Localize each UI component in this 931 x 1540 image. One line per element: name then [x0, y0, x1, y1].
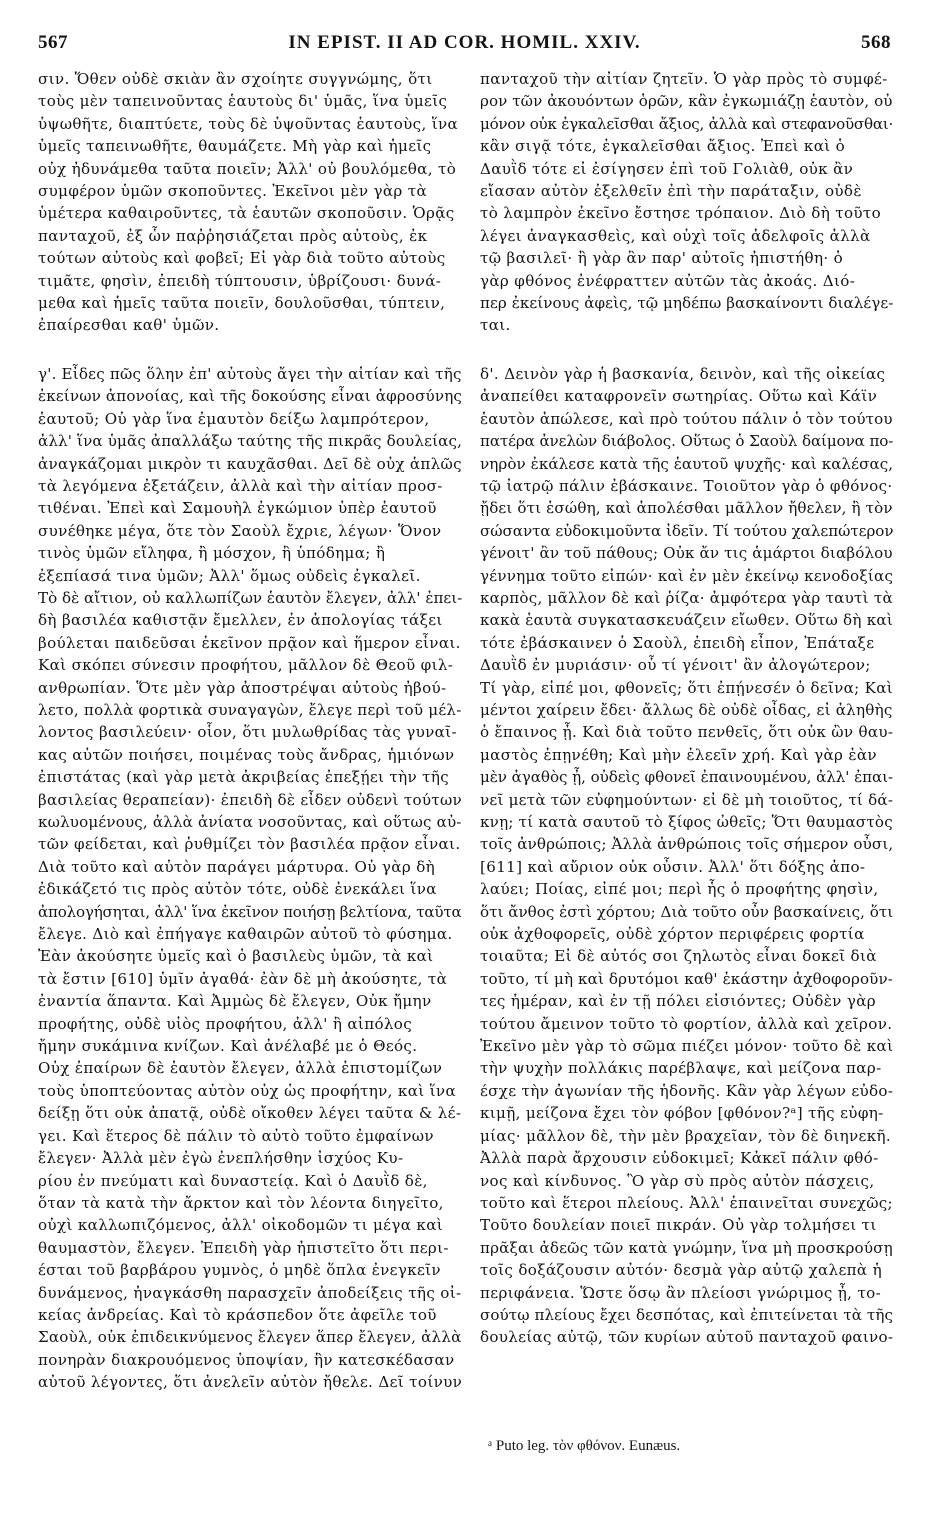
text-line: ἔλεγεν· Ἀλλὰ μὲν ἐγὼ ἐνεπλήσθην ἰσχύος Κυ- — [38, 1149, 404, 1168]
text-line: κακὰ ἑαυτὰ συγκατασκευάζειν εἴωθεν. Οὕτω δὴ καὶ — [480, 611, 893, 630]
running-header — [38, 32, 891, 62]
text-line: ἐπιστάτας (καὶ γὰρ μετὰ ἀκριβείας ἐπεξῄει τὴν τῆς — [38, 768, 450, 787]
text-line: ὑψωθῆτε, διαπτύετε, τοὺς δὲ ὑψοῦντας ἑαυτοὺς, ἵνα — [38, 114, 459, 133]
text-line: κἂν σιγᾷ τότε, ἐγκαλεῖσθαι ἄξιος. Ἐπεὶ καὶ ὁ — [480, 137, 846, 156]
text-line: περιφάνεια. Ὥστε ὅσῳ ἂν πλείοσι γνώριμος ᾖ, το- — [480, 1283, 882, 1302]
text-line: γει. Καὶ ἕτερος δὲ πάλιν τὸ αὐτὸ τοῦτο ἐμφαίνων — [38, 1126, 434, 1145]
text-line: ᾔδει ὅτι ἐσώθη, καὶ ἀπολέσθαι μᾶλλον ἤθελεν, ἢ τὸν — [480, 499, 893, 518]
text-line: ἀναπείθει καταφρονεῖν σωτηρίας. Οὕτω καὶ Κάϊν — [480, 387, 878, 406]
text-line: μίας· μᾶλλον δὲ, τὴν μὲν βραχεῖαν, τὸν δὲ διηνεκῆ. — [480, 1126, 892, 1145]
text-line: ται. — [480, 316, 511, 335]
text-line: Δαυῒδ ἐν μυριάσιν· οὗ τί γένοιτ' ἂν ἀλογώτερον; — [480, 656, 871, 675]
text-line: σιν. Ὅθεν οὐδὲ σκιὰν ἂν σχοίητε συγγνώμης, ὅτι — [38, 70, 433, 88]
text-line: εἴασαν αὐτὸν ἐξελθεῖν ἐπὶ τὴν παράταξιν, οὐδὲ — [480, 182, 862, 201]
text-line: τιμᾶτε, φησὶν, ἐπειδὴ τύπτουσιν, ὑβρίζουσι· δυνά- — [38, 271, 442, 290]
text-line: ἀναγκάζομαι μικρὸν τι καυχᾶσθαι. Δεῖ δὲ οὐχ ἁπλῶς — [38, 454, 462, 473]
text-line: τὰ λεγόμενα ἐξετάζειν, ἀλλὰ καὶ τὴν αἰτίαν προσ- — [38, 476, 443, 495]
left-paragraph-2 — [38, 363, 462, 1394]
text-line: μέντοι χαίρειν ἔδει· ἄλλως δὲ οὐδὲ οἶδας, εἰ ἀληθὴς — [480, 700, 893, 719]
text-line: ἔλεγε. Διὸ καὶ ἐπήγαγε καθαιρῶν αὐτοῦ τὸ φύσημα. — [38, 925, 453, 944]
text-line: Διὰ τοῦτο καὶ αὐτὸν παράγει μάρτυρα. Οὐ γὰρ δὴ — [38, 857, 436, 876]
text-line: αὐτοῦ λέγοντες, ὅτι ἀνελεῖν αὐτὸν ἤθελε. Δεῖ τοίνυν — [38, 1373, 463, 1392]
text-line: γ'. Εἶδες πῶς ὅλην ἐπ' αὐτοὺς ἄγει τὴν αἰτίαν καὶ τῆς — [38, 364, 462, 383]
text-line: νος καὶ κίνδυνος. Ὃ γὰρ σὺ πρὸς αὐτὸν πάσχεις, — [480, 1171, 875, 1190]
text-line: ἀλλ' ἵνα ὑμᾶς ἀπαλλάξω ταύτης τῆς πικρᾶς δουλείας, — [38, 432, 463, 451]
text-line: τοιαῦτα; Εἰ δὲ αὐτός σοι ζηλωτὸς εἶναι δοκεῖ διὰ — [480, 947, 877, 966]
text-line: ὑμέτερα καθαιροῦντες, τὰ ἑαυτῶν σκοποῦσιν. Ὁρᾷς — [38, 204, 455, 223]
text-line: προφήτης, οὐδὲ υἱὸς προφήτου, ἀλλ' ἢ αἰπόλος — [38, 1014, 413, 1033]
text-line: Ἐκεῖνο μὲν γὰρ τὸ σῶμα πιέζει μόνον· τοῦτο δὲ καὶ — [480, 1037, 894, 1056]
text-line: τοῖς ἀνθρώποις; Ἀλλὰ ἀνθρώποις τοῖς σήμερον οὖσι, — [480, 835, 894, 854]
right-paragraph-2 — [480, 363, 893, 1349]
text-line: πονηρὰν διακρουόμενος ὑποψίαν, ἣν κατεσκέδασαν — [38, 1350, 455, 1369]
text-line: τούτων αὐτοὺς καὶ φοβεῖ; Εἰ γὰρ διὰ τοῦτο αὐτοὺς — [38, 249, 446, 268]
text-line: νεῖ μετὰ τῶν εὐφημούντων· εἰ δὲ μὴ τοιοῦτος, τί δά- — [480, 790, 894, 809]
text-line: Σαοὺλ, οὐκ ἐπιδεικνύμενος ἔλεγεν ἅπερ ἔλεγεν, ἀλλὰ — [38, 1328, 462, 1347]
text-line: μαστὸς ἐπῃνέθη; Καὶ μὴν ἐλεεῖν χρή. Καὶ γὰρ ἐὰν — [480, 745, 877, 764]
text-line: Τοῦτο δουλείαν ποιεῖ πικράν. Οὐ γὰρ τολμήσει τι — [480, 1216, 877, 1235]
text-line: τῶν φείδεται, καὶ ῥυθμίζει τὸν βασιλέα πρᾷον εἶναι. — [38, 835, 461, 854]
text-line: έσχε τὴν ἀγωνίαν τῆς ἡδονῆς. Κἂν γὰρ λέγων εὐδο- — [480, 1081, 894, 1100]
text-line: τὰ ἔστιν [610] ὑμῖν ἀγαθά· ἐὰν δὲ μὴ ἀκούσητε, τὰ — [38, 969, 448, 988]
text-line: λοντος βασιλεύειν· οἷον, ὅτι μυλωθρίδας τὰς γυναῖ- — [38, 723, 457, 742]
text-line: πανταχοῦ, ἐξ ὧν παῤῥησιάζεται πρὸς αὐτοὺς, ἐκ — [38, 226, 428, 245]
text-line: τες ἡμέραν, καὶ ἐν τῇ πόλει εἰσιόντες; Οὐδὲν γὰρ — [480, 992, 876, 1011]
text-line: Οὐχ ἐπαίρων δὲ ἑαυτὸν ἔλεγεν, ἀλλὰ ἐπιστομίζων — [38, 1059, 443, 1078]
page-number-left: 567 — [38, 32, 68, 53]
left-paragraph-1 — [38, 68, 462, 337]
text-line: ἐπαίρεσθαι καθ' ὑμῶν. — [38, 316, 220, 335]
text-line: δυνάμενος, ἠναγκάσθη παρασχεῖν ἀποδείξεις τῆς οἰ- — [38, 1283, 462, 1302]
text-line: περ ἐκείνους ἀφεὶς, τῷ μηδέπω βασκαίνοντι διαλέγε- — [480, 294, 894, 313]
text-line: Τὸ δὲ αἴτιον, οὐ καλλωπίζων ἑαυτὸν ἔλεγεν, ἀλλ' ἐπει- — [38, 588, 463, 607]
text-line: νηρὸν ἐκάλεσε κατὰ τῆς ἑαυτοῦ ψυχῆς· καὶ καλέσας, — [480, 454, 894, 473]
text-line: τούτου ἄμεινον τοῦτο τὸ φορτίον, ἀλλὰ καὶ χεῖρον. — [480, 1014, 893, 1033]
text-line: λαύει; Ποίας, εἰπέ μοι; περὶ ἧς ὁ προφήτης φησὶν, — [480, 880, 879, 899]
text-line: πατέρα ἀνελὼν διάβολος. Οὕτως ὁ Σαοὺλ δαίμονα πο- — [480, 432, 894, 451]
text-line: κας αὐτῶν ποιήσει, ποιμένας τοὺς ἄνδρας, ἡμιόνων — [38, 745, 455, 764]
text-line: λέγει ἀναγκασθεὶς, καὶ οὐχὶ τοῖς ἀδελφοῖς ἀλλὰ — [480, 226, 871, 245]
text-line: σώσαντα εὐδοκιμοῦντα ἰδεῖν. Τί τούτου χαλεπώτερον — [480, 521, 894, 540]
text-line: έσται τοῦ βαρβάρου γυμνὸς, ὁ μηδὲ ὅπλα ἐνεγκεῖν — [38, 1261, 441, 1280]
text-line: ἤμην συκάμινα κνίζων. Καὶ ἀνέλαβέ με ὁ Θεός. — [38, 1037, 418, 1056]
text-line: ρον τῶν ἀκουόντων ὁρῶν, κἂν ἐγκωμιάζῃ ἑαυτὸν, οὐ — [480, 92, 893, 111]
text-line: ὑμεῖς ταπεινωθῆτε, θαυμάζετε. Μὴ γὰρ καὶ ἡμεῖς — [38, 137, 432, 156]
text-line: κιμῇ, μείζονα ἔχει τὸν φόβον [φθόνον?ᵃ] τῆς εὐφη- — [480, 1104, 884, 1123]
text-line: ἑαυτοῦ; Οὐ γὰρ ἵνα ἐμαυτὸν δείξω λαμπρότερον, — [38, 409, 430, 428]
text-line: τιθέναι. Ἐπεὶ καὶ Σαμουὴλ ἐγκώμιον ὑπὲρ ἑαυτοῦ — [38, 499, 437, 518]
text-line: ὅτι ἄνθος ἐστὶ χόρτου; Διὰ τοῦτο οὖν βασκαίνεις, ὅτι — [480, 902, 894, 921]
text-line: οὐχ ἠδυνάμεθα ταῦτα ποιεῖν; Ἀλλ' οὐ βουλόμεθα, τὸ — [38, 159, 457, 178]
text-line: θαυμαστὸν, ἔλεγεν. Ἐπειδὴ γὰρ ἠπιστεῖτο ὅτι περι- — [38, 1238, 449, 1257]
text-line: ὅταν τὰ κατὰ τὴν ἄρκτον καὶ τὸν λέοντα διηγεῖτο, — [38, 1193, 444, 1212]
text-line: οὐκ ἀχθοφορεῖς, οὐδὲ χόρτον περιφέρεις φορτία — [480, 925, 865, 944]
text-line: κείας ἀνδρείας. Καὶ τὸ κράσπεδον ὅτε ἀφεῖλε τοῦ — [38, 1305, 437, 1324]
text-line: τοὺς μὲν ταπεινοῦντας ἑαυτοὺς δι' ὑμᾶς, ἵνα ὑμεῖς — [38, 92, 448, 111]
left-column — [38, 68, 462, 1394]
text-line: [611] καὶ αὔριον οὐκ οὖσιν. Ἀλλ' ὅτι δόξης ἀπο- — [480, 857, 866, 876]
text-line: μόνον οὐκ ἐγκαλεῖσθαι ἄξιος, ἀλλὰ καὶ στεφανοῦσθαι· — [480, 114, 894, 133]
text-line: τοῦτο, τί μὴ καὶ δρυτόμοι καθ' ἑκάστην ἀχθοφοροῦν- — [480, 969, 894, 988]
text-line: γέννημα τοῦτο εἰπών· καὶ ἐν μὲν ἐκείνῳ κενοδοξίας — [480, 566, 894, 585]
text-line: συμφέρον ὑμῶν σκοποῦντες. Ἐκεῖνοι μὲν γὰρ τὰ — [38, 182, 428, 201]
text-line: τῷ ἰατρῷ πάλιν ἐβάσκαινε. Τοιοῦτον γὰρ ὁ φθόνος· — [480, 476, 893, 495]
right-column — [480, 68, 893, 1349]
text-line: δ'. Δεινὸν γὰρ ἡ βασκανία, δεινὸν, καὶ τῆς οἰκείας — [480, 364, 886, 383]
text-line: ανθρωπίαν. Ὅτε μὲν γὰρ ἀποστρέψαι αὐτοὺς ἠβού- — [38, 678, 447, 697]
text-line: ἀπολογήσηται, ἀλλ' ἵνα ἐκεῖνον ποιήσῃ βελτίονα, ταῦτα — [38, 902, 462, 921]
text-line: τὴν ψυχὴν πολλάκις παρέβλαψε, καὶ μείζονα παρ- — [480, 1059, 882, 1078]
text-line: βασιλείας θεραπείαν)· ἐπειδὴ δὲ εἶδεν οὐδενὶ τούτων — [38, 790, 463, 809]
text-line: τοῖς δοξάζουσιν αὐτόν· δεσμὰ γὰρ αὐτῷ χαλεπὰ ἡ — [480, 1261, 882, 1280]
text-line: ἐναντία ἅπαντα. Καὶ Ἀμμὼς δὲ ἔλεγεν, Οὐκ ἤμην — [38, 992, 432, 1011]
text-line: ὁ ἔπαινος ᾖ. Καὶ διὰ τοῦτο πενθεῖς, ὅτι οὐκ ὢν θαυ- — [480, 723, 894, 742]
text-line: λετο, πολλὰ φορτικὰ συναγαγὼν, ἔλεγε περὶ τοῦ μέλ- — [38, 700, 462, 719]
right-paragraph-1 — [480, 68, 893, 337]
text-line: ἑαυτὸν ἀπώλεσε, καὶ πρὸ τούτου πάλιν ὁ τὸν τούτου — [480, 409, 893, 428]
text-line: κωλυομένους, ἀλλὰ ἀνίατα νοσοῦντας, καὶ οὕτως αὐ- — [38, 813, 462, 831]
text-line: συνέθηκε μέγα, ὅτε τὸν Σαοὺλ ἔχριε, λέγων· Ὅνον — [38, 521, 442, 540]
text-line: τότε ἐβάσκαινεν ὁ Σαοὺλ, ἐπειδὴ εἶπον, Ἐπάταξε — [480, 633, 875, 652]
text-line: τοὺς ὑποπτεύοντας αὐτὸν οὐχ ὡς προφήτην, καὶ ἵνα — [38, 1081, 456, 1100]
text-line: τῷ βασιλεῖ· ἢ γὰρ ἂν παρ' αὐτοῖς ἠπιστήθη· ὁ — [480, 249, 844, 268]
text-line: γένοιτ' ἂν τοῦ πάθους; Οὐκ ἄν τις ἁμάρτοι διαβόλου — [480, 544, 893, 563]
page-number-right: 568 — [861, 32, 891, 53]
text-line: Ἐὰν ἀκούσητε ὑμεῖς καὶ ὁ βασιλεὺς ὑμῶν, τὰ καὶ — [38, 947, 434, 966]
text-line: ἐξεπίασά τινα ὑμῶν; Ἀλλ' ὅμως οὐδεὶς ἐγκαλεῖ. — [38, 566, 421, 585]
text-line: μεθα καὶ ἡμεῖς ταῦτα ποιεῖν, δουλοῦσθαι, τύπτειν, — [38, 294, 446, 313]
text-line: δὴ βασιλέα καθιστᾷν ἔμελλεν, ἐν ἀπολογίας τάξει — [38, 611, 443, 630]
text-line: πρᾶξαι ἀδεῶς τῶν κατὰ γνώμην, ἵνα μὴ προσκρούσῃ — [480, 1238, 893, 1257]
text-line: δουλείας αὐτῷ, τῶν κυρίων αὐτοῦ πανταχοῦ φαινο- — [480, 1328, 894, 1347]
text-line: Ἀλλὰ παρὰ ἄρχουσιν εὐδοκιμεῖ; Κἀκεῖ πάλιν φθό- — [480, 1149, 879, 1168]
text-line: ἐκείνων ἀπονοίας, καὶ τῆς δοκούσης εἶναι ἀφροσύνης — [38, 387, 463, 406]
text-line: πανταχοῦ τὴν αἰτίαν ζητεῖν. Ὁ γὰρ πρὸς τὸ συμφέ- — [480, 70, 888, 88]
text-line: τὸ λαμπρὸν ἐκεῖνο ἔστησε τρόπαιον. Διὸ δὴ τοῦτο — [480, 204, 882, 223]
running-title: IN EPIST. II AD COR. HOMIL. XXIV. — [288, 32, 641, 53]
text-line: μὲν ἀγαθὸς ᾖ, οὐδεὶς φθονεῖ ἐπαινουμένου, ἀλλ' ἐπαι- — [480, 768, 894, 787]
text-line: κνῃ; τί κατὰ σαυτοῦ τὸ ξίφος ὠθεῖς; Ὅτι θαυμαστὸς — [480, 813, 893, 831]
text-line: τοῦτο καὶ ἕτεροι πλείους. Ἀλλ' ἐπαινεῖται συνεχῶς; — [480, 1193, 893, 1212]
text-line: Καὶ σκόπει σύνεσιν προφήτου, μᾶλλον δὲ Θεοῦ φιλ- — [38, 656, 454, 675]
text-line: ἐδικάζετό τις πρὸς αὐτὸν τότε, οὐδὲ ἐνεκάλει ἵνα — [38, 880, 437, 899]
text-line: οὐχὶ καλλωπιζόμενος, ἀλλ' οἰκοδομῶν τι μέγα καὶ — [38, 1216, 444, 1235]
footnote: ᵃ Puto leg. τὸν φθόνον. Eunæus. — [488, 1438, 681, 1454]
text-line: Δαυῒδ τότε εἰ ἐσίγησεν ἐπὶ τοῦ Γολιὰθ, οὐκ ἂν — [480, 159, 854, 178]
text-line: καρπὸς, μᾶλλον δὲ καὶ ῥίζα· ἀμφότερα γὰρ ταυτὶ τὰ — [480, 588, 893, 607]
text-line: δείξῃ ὅτι οὐκ ἀπατᾷ, οὐδὲ οἴκοθεν λέγει ταῦτα & λέ- — [38, 1104, 462, 1123]
text-line: βούλεται παιδεῦσαι ἐκεῖνον πρᾷον καὶ ἥμερον εἶναι. — [38, 633, 461, 652]
text-line: σούτῳ πλείους ἔχει δεσπότας, καὶ ἐπιτείνεται τὰ τῆς — [480, 1305, 894, 1324]
text-line: τινὸς ὑμῶν εἴληφα, ἢ μόσχον, ἢ ὑπόδημα; ἢ — [38, 544, 386, 563]
text-line: Τί γὰρ, εἰπέ μοι, φθονεῖς; ὅτι ἐπῄνεσέν ὁ δεῖνα; Καὶ — [480, 678, 893, 697]
text-line: ρίου ἐν πνεύματι καὶ δυναστείᾳ. Καὶ ὁ Δαυῒδ δὲ, — [38, 1171, 428, 1190]
text-line: γὰρ φθόνος ἐνέφραττεν αὐτῶν τὰς ἀκοάς. Διό- — [480, 271, 856, 290]
